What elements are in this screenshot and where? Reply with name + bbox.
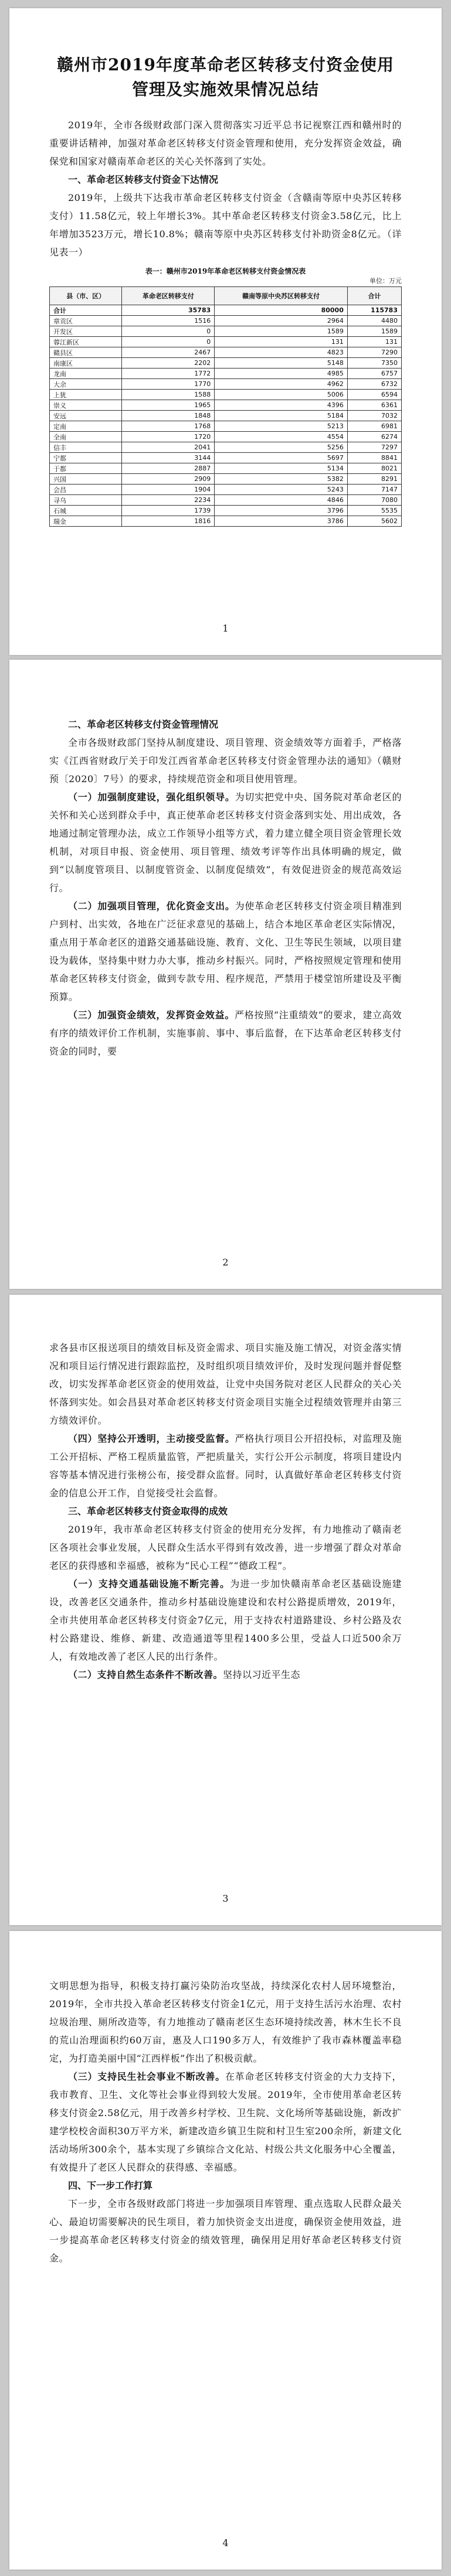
table-row [50,506,402,516]
table-row [50,347,402,358]
result-1-title: （一）支持交通基础设施不断完善。 [68,1578,230,1589]
cell-county: 瑞金 [50,516,122,527]
result-item-1 [49,1575,402,1666]
cell-soviet-area: 5006 [215,390,348,400]
cell-total: 7147 [347,485,401,495]
cell-county: 开发区 [50,326,122,337]
cell-total: 6732 [347,379,401,390]
cell-old-area: 3144 [122,453,215,463]
cell-county: 会昌 [50,485,122,495]
funds-paragraph: 2019年，上级共下达我市革命老区转移支付资金（含赣南等原中央苏区转移支付）11.58亿元，较上年增长3%。其中革命老区转移支付资金3.58亿元，比上年增加3523万元，增长10.8%；赣南等原中央苏区转移支付补助资金8亿元。（详见表一） [49,192,402,258]
management-item-2 [49,897,402,1006]
cell-old-area: 1904 [122,485,215,495]
item-2-body: 为使革命老区转移支付资金项目精准到户到村、出实效，各地在广泛征求意见的基础上，结合本地区革命老区实际情况，重点用于革命老区的道路交通基础设施、教育、文化、卫生等民生领域，以项目建设为载体，坚持集中财力办大事，推动乡村振兴。同时，严格按照规定管理和使用革命老区转移支付资金，做到专款专用、程序规范，严禁用于楼堂馆所建设及平衡预算。 [49,900,402,1002]
cell-old-area: 35783 [122,305,215,316]
result-1-body: 为进一步加快赣南革命老区基础设施建设，改善老区交通条件，推动乡村基础设施建设和农村公路提质增效，2019年，全市共使用革命老区转移支付资金7亿元，用于支持农村道路建设、乡村公路及农村公路建设、维修、新建、改造通道等里程1400多公里，受益人口近500余万人，有效地改善了老区人民的出行条件。 [49,1578,402,1662]
cell-county: 寻乌 [50,495,122,506]
document-title: 赣州市2019年度革命老区转移支付资金使用管理及实施效果情况总结 [57,55,394,99]
table-row [50,474,402,485]
item-1-title: （一）加强制度建设，强化组织领导。 [68,791,235,803]
cell-old-area: 1770 [122,379,215,390]
table-row [50,379,402,390]
cell-county: 大余 [50,379,122,390]
table-body [50,305,402,527]
header-soviet-area: 赣南等原中央苏区转移支付 [215,287,348,305]
table-row [50,485,402,495]
cell-county: 定南 [50,421,122,432]
document-page-2 [9,660,442,1289]
cell-total: 6757 [347,369,401,379]
cell-old-area: 0 [122,326,215,337]
cell-county: 石城 [50,506,122,516]
cell-old-area: 2041 [122,442,215,453]
header-total: 合计 [347,287,401,305]
cell-total: 115783 [347,305,401,316]
cell-old-area: 1848 [122,411,215,421]
cell-soviet-area: 2964 [215,316,348,326]
cell-soviet-area: 5148 [215,358,348,369]
cell-county: 章贡区 [50,316,122,326]
cell-soviet-area: 5256 [215,442,348,453]
table-row [50,390,402,400]
cell-old-area: 0 [122,337,215,347]
cell-total: 7032 [347,411,401,421]
cell-total: 131 [347,337,401,347]
management-item-4 [49,1429,402,1502]
table-row [50,432,402,442]
page-number: 1 [222,623,229,634]
cell-total: 6594 [347,390,401,400]
cell-county: 于都 [50,463,122,474]
plan-paragraph: 下一步，全市各级财政部门将进一步加强项目库管理、重点选取人民群众最关心、最迫切需要解决的民生项目，着力加快资金支出进度，确保资金使用效益，进一步提高革命老区转移支付资金的绩效管理，确保用足用好革命老区转移支付资金。 [49,2198,402,2264]
page-number: 2 [222,1257,229,1268]
page-number: 4 [222,2537,229,2548]
cell-county: 全南 [50,432,122,442]
result-item-3 [49,2067,402,2176]
cell-county: 蓉江新区 [50,337,122,347]
table-row [50,326,402,337]
cell-old-area: 1588 [122,390,215,400]
cell-total: 6361 [347,400,401,411]
cell-old-area: 1739 [122,506,215,516]
section-heading-4: 四、下一步工作打算 [68,2180,153,2191]
results-intro: 2019年，我市革命老区转移支付资金的使用充分发挥，有力地推动了赣南老区各项社会事业发展，人民群众生活水平得到有效改善，进一步增强了群众对革命老区的获得感和幸福感，被称为“民心工程”“德政工程”。 [49,1524,402,1571]
cell-old-area: 1768 [122,421,215,432]
cell-county: 南康区 [50,358,122,369]
cell-soviet-area: 4396 [215,400,348,411]
cell-soviet-area: 4846 [215,495,348,506]
cell-old-area: 1720 [122,432,215,442]
document-page-3 [9,1295,442,1925]
cell-county: 赣县区 [50,347,122,358]
table-row [50,369,402,379]
cell-county: 龙南 [50,369,122,379]
funds-table [49,286,402,527]
table-row [50,421,402,432]
management-item-3 [49,1006,402,1060]
cell-total: 5602 [347,516,401,527]
cell-total: 8021 [347,463,401,474]
cell-total: 8291 [347,474,401,485]
cell-total: 4480 [347,316,401,326]
cell-old-area: 2202 [122,358,215,369]
table-row [50,516,402,527]
cell-total: 6981 [347,421,401,432]
management-item-1 [49,788,402,897]
cell-old-area: 2909 [122,474,215,485]
table-row [50,358,402,369]
document-page-1 [9,8,442,655]
page-number: 3 [222,1893,229,1904]
table-total-row [50,305,402,316]
cell-county: 合计 [50,305,122,316]
header-old-area: 革命老区转移支付 [122,287,215,305]
cell-old-area: 1516 [122,316,215,326]
cell-county: 上犹 [50,390,122,400]
result-3-body: 在革命老区转移支付资金的大力支持下，我市教育、卫生、文化等社会事业得到较大发展。2019年，全市使用革命老区转移支付资金2.58亿元，用于改善乡村学校、卫生院、文化场所等基础设施，新改扩建学校校舍面积30万平方米，新建改造乡镇卫生院和村卫生室200余所，新建文化活动场所300余个，基本实现了乡镇综合文化站、村级公共文化服务中心全覆盖，有效提升了老区人民群众的获得感、幸福感。 [49,2071,402,2173]
header-county: 县（市、区） [50,287,122,305]
cell-soviet-area: 5697 [215,453,348,463]
result-2-title: （二）支持自然生态条件不断改善。 [68,1669,223,1680]
cell-county: 安远 [50,411,122,421]
table-caption: 表一：赣州市2019年革命老区转移支付资金情况表 [145,267,306,275]
cell-soviet-area: 5134 [215,463,348,474]
cell-soviet-area: 4962 [215,379,348,390]
table-row [50,411,402,421]
cell-total: 1589 [347,326,401,337]
table-row [50,400,402,411]
cell-county: 宁都 [50,453,122,463]
cell-soviet-area: 1589 [215,326,348,337]
cell-total: 5535 [347,506,401,516]
item-2-title: （二）加强项目管理，优化资金支出。 [68,900,235,912]
table-header-row [50,287,402,305]
item-4-title: （四）坚持公开透明，主动接受监督。 [68,1433,235,1444]
cell-total: 7080 [347,495,401,506]
cell-old-area: 1965 [122,400,215,411]
item-3-title: （三）加强资金绩效，发挥资金效益。 [68,1009,235,1021]
cell-soviet-area: 4985 [215,369,348,379]
cell-soviet-area: 131 [215,337,348,347]
result-2-body: 坚持以习近平生态 [223,1669,301,1680]
cell-old-area: 2887 [122,463,215,474]
cell-soviet-area: 4823 [215,347,348,358]
cell-old-area: 2234 [122,495,215,506]
cell-total: 6274 [347,432,401,442]
section-heading-3: 三、革命老区转移支付资金取得的成效 [68,1506,228,1517]
cell-county: 兴国 [50,474,122,485]
continued-paragraph: 文明思想为指导，积极支持打赢污染防治攻坚战，持续深化农村人居环境整治，2019年，全市共投入革命老区转移支付资金1亿元，用于支持生活污水治理、农村垃圾治理、厕所改造等，有力地推动了赣南老区生态环境持续改善，林木生长不良的荒山治理面积约60万亩，惠及人口190多万人，有效维护了我市森林覆盖率稳定，为打造美丽中国“江西样板”作出了积极贡献。 [49,1980,402,2064]
item-4-body: 严格执行项目公开招投标，对监理及施工公开招标、严格工程质量监管，严把质量关，实行公开公示制度，将项目建设内容等基本情况进行张榜公布，接受群众监督。同时，认真做好革命老区转移支付资金的信息公开工作，自觉接受社会监督。 [49,1433,402,1499]
section-heading-1: 一、革命老区转移支付资金下达情况 [68,174,219,185]
result-item-2 [49,1666,402,1684]
table-row [50,463,402,474]
cell-old-area: 1816 [122,516,215,527]
cell-soviet-area: 5382 [215,474,348,485]
cell-soviet-area: 3786 [215,516,348,527]
table-row [50,442,402,453]
table-row [50,337,402,347]
section-heading-2: 二、革命老区转移支付资金管理情况 [68,719,219,730]
document-page-4 [9,1931,442,2570]
cell-soviet-area: 5213 [215,421,348,432]
cell-soviet-area: 4554 [215,432,348,442]
item-1-body: 为切实把党中央、国务院对革命老区的关怀和关心送到群众手中，真正使革命老区转移支付资金落到实处、用出成效，各地通过制定管理办法，成立工作领导小组等方式，着力建立健全项目资金管理长效机制，对项目申报、资金使用、项目管理、绩效考评等作出具体明确的规定，做到“以制度管项目、以制度管资金、以制度促绩效”，有效促进资金的规范高效运行。 [49,791,402,893]
table-row [50,316,402,326]
cell-soviet-area: 5184 [215,411,348,421]
cell-soviet-area: 5243 [215,485,348,495]
item-3-body: 严格按照“注重绩效”的要求，建立高效有序的绩效评价工作机制，实施事前、事中、事后监督，在下达革命老区转移支付资金的同时，要 [49,1009,402,1057]
table-unit: 单位：万元 [369,277,402,285]
management-intro: 全市各级财政部门坚持从制度建设、项目管理、资金绩效等方面着手，严格落实《江西省财政厅关于印发江西省革命老区转移支付资金管理办法的通知》（赣财预〔2020〕7号）的要求，持续规范资金和项目使用管理。 [49,737,402,784]
cell-total: 7350 [347,358,401,369]
cell-total: 8841 [347,453,401,463]
cell-total: 7290 [347,347,401,358]
cell-total: 7297 [347,442,401,453]
table-row [50,495,402,506]
cell-county: 信丰 [50,442,122,453]
table-row [50,453,402,463]
cell-soviet-area: 80000 [215,305,348,316]
cell-old-area: 2467 [122,347,215,358]
cell-soviet-area: 3796 [215,506,348,516]
intro-paragraph: 2019年，全市各级财政部门深入贯彻落实习近平总书记视察江西和赣州时的重要讲话精神，加强对革命老区转移支付资金管理和使用，充分发挥资金效益，确保党和国家对赣南革命老区的关心关怀落到了实处。 [49,120,402,167]
continued-paragraph: 求各县市区报送项目的绩效目标及资金需求、项目实施及施工情况，对资金落实情况和项目运行情况进行跟踪监控，及时组织项目绩效评价，及时发现问题并督促整改，切实发挥革命老区资金的使用效益，让党中央国务院对老区人民群众的关心关怀落到实处。如会昌县对革命老区转移支付资金项目实施全过程绩效管理并由第三方绩效评价。 [49,1342,402,1426]
cell-county: 崇义 [50,400,122,411]
cell-old-area: 1772 [122,369,215,379]
result-3-title: （三）支持民生社会事业不断改善。 [68,2071,225,2082]
